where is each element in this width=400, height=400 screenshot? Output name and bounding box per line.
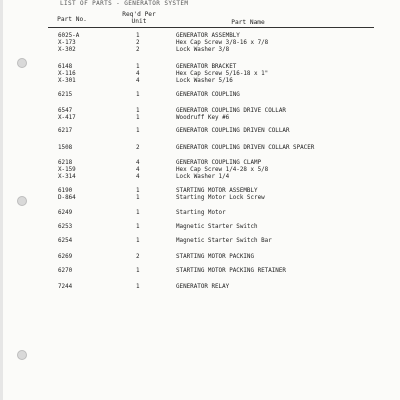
quantity: 1 — [136, 195, 140, 201]
quantity: 2 — [136, 254, 140, 260]
part-number: X-301 — [58, 78, 76, 84]
part-name: Lock Washer 1/4 — [176, 174, 230, 180]
part-number: 6547 — [58, 108, 73, 114]
quantity: 1 — [136, 210, 140, 216]
part-number: 6218 — [58, 160, 73, 166]
part-name: STARTING MOTOR PACKING — [176, 254, 255, 260]
quantity: 1 — [136, 188, 140, 194]
part-name: Lock Washer 3/8 — [176, 47, 230, 53]
part-name: STARTING MOTOR PACKING RETAINER — [176, 268, 286, 274]
part-number: 6025-A — [58, 33, 80, 39]
part-number: X-173 — [58, 40, 76, 46]
part-name: Hex Cap Screw 3/8-16 x 7/8 — [176, 40, 269, 46]
quantity: 4 — [136, 78, 140, 84]
part-name: Hex Cap Screw 5/16-18 x 1" — [176, 71, 269, 77]
quantity: 4 — [136, 167, 140, 173]
part-number: 6249 — [58, 210, 73, 216]
part-name: GENERATOR COUPLING CLAMP — [176, 160, 262, 166]
column-header-reqd-line2: Unit — [131, 18, 147, 25]
quantity: 1 — [136, 268, 140, 274]
quantity: 4 — [136, 71, 140, 77]
part-name: GENERATOR BRACKET — [176, 64, 237, 70]
part-number: 6270 — [58, 268, 73, 274]
part-number: X-116 — [58, 71, 76, 77]
part-number: 1508 — [58, 145, 73, 151]
part-name: Magnetic Starter Switch — [176, 224, 258, 230]
page-heading: LIST OF PARTS - GENERATOR SYSTEM — [60, 0, 189, 7]
quantity: 2 — [136, 40, 140, 46]
part-number: 7244 — [58, 284, 73, 290]
quantity: 1 — [136, 108, 140, 114]
part-number: X-417 — [58, 115, 76, 121]
part-number: X-314 — [58, 174, 76, 180]
quantity: 2 — [136, 47, 140, 53]
part-name: Hex Cap Screw 1/4-28 x 5/8 — [176, 167, 269, 173]
part-number: X-159 — [58, 167, 76, 173]
quantity: 1 — [136, 92, 140, 98]
part-name: GENERATOR COUPLING DRIVE COLLAR — [176, 108, 286, 114]
column-header-reqd-line1: Req'd Per — [122, 11, 156, 18]
part-name: GENERATOR COUPLING DRIVEN COLLAR — [176, 128, 290, 134]
quantity: 1 — [136, 115, 140, 121]
part-number: 6254 — [58, 238, 73, 244]
part-name: GENERATOR COUPLING DRIVEN COLLAR SPACER — [176, 145, 315, 151]
quantity: 1 — [136, 128, 140, 134]
part-name: Starting Motor Lock Screw — [176, 195, 265, 201]
quantity: 1 — [136, 33, 140, 39]
part-number: X-302 — [58, 47, 76, 53]
quantity: 4 — [136, 160, 140, 166]
part-name: Woodruff Key #6 — [176, 115, 230, 121]
quantity: 1 — [136, 238, 140, 244]
part-number: 6215 — [58, 92, 73, 98]
column-header-part-name: Part Name — [231, 19, 265, 26]
part-name: Lock Washer 5/16 — [176, 78, 233, 84]
column-header-part-no: Part No. — [57, 16, 87, 23]
part-name: STARTING MOTOR ASSEMBLY — [176, 188, 258, 194]
part-number: 6253 — [58, 224, 73, 230]
quantity: 1 — [136, 64, 140, 70]
quantity: 2 — [136, 145, 140, 151]
quantity: 1 — [136, 284, 140, 290]
part-name: Starting Motor — [176, 210, 226, 216]
part-name: Magnetic Starter Switch Bar — [176, 238, 272, 244]
part-number: 6269 — [58, 254, 73, 260]
part-name: GENERATOR ASSEMBLY — [176, 33, 240, 39]
quantity: 4 — [136, 174, 140, 180]
part-number: 6217 — [58, 128, 73, 134]
quantity: 1 — [136, 224, 140, 230]
part-number: 6148 — [58, 64, 73, 70]
part-number: D-864 — [58, 195, 76, 201]
part-name: GENERATOR COUPLING — [176, 92, 240, 98]
part-name: GENERATOR RELAY — [176, 284, 230, 290]
part-number: 6190 — [58, 188, 73, 194]
